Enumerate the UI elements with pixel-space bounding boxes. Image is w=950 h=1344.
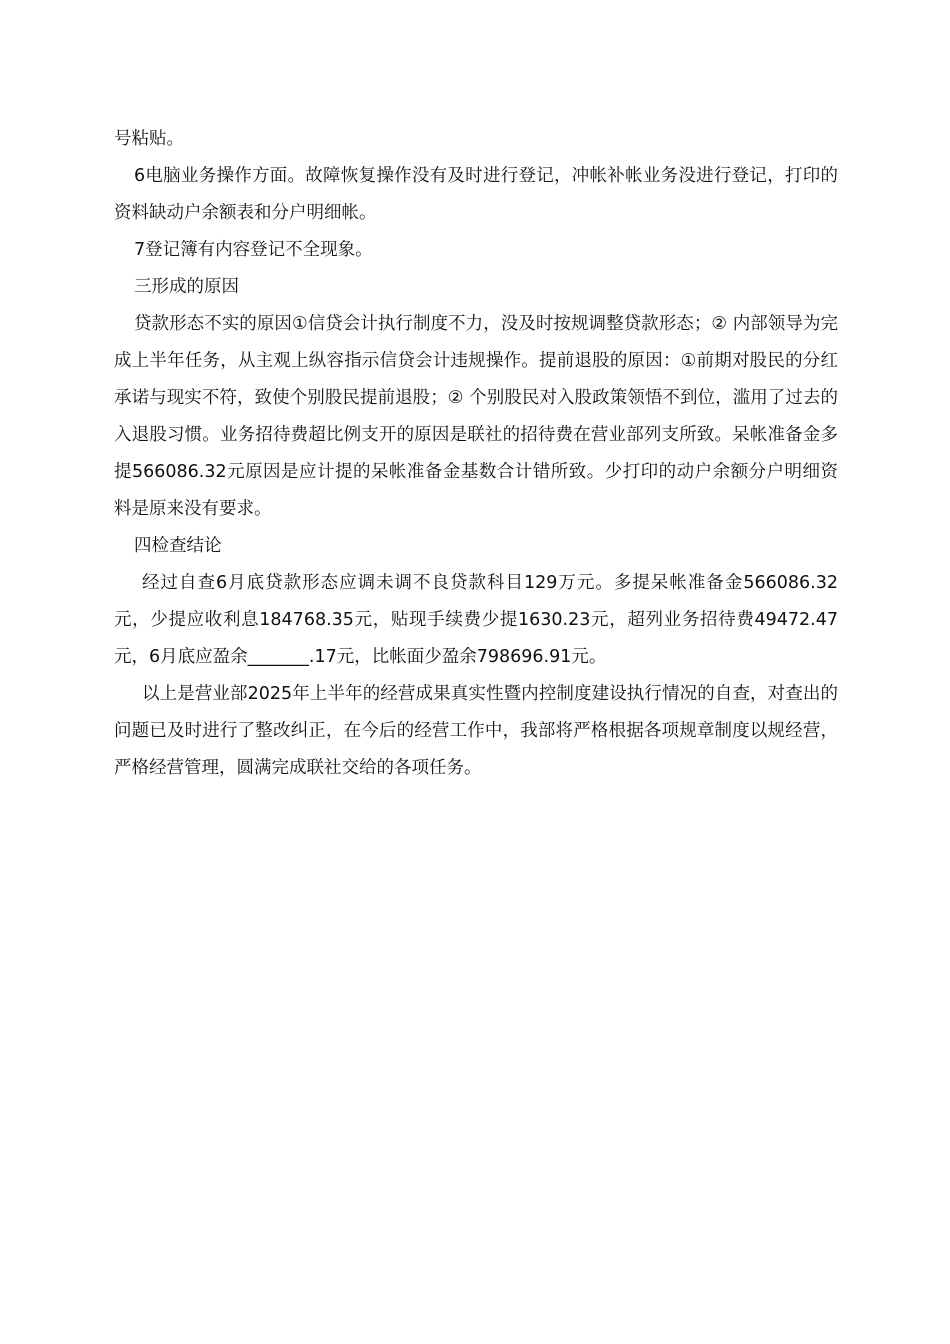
paragraph-item-6: 6电脑业务操作方面。故障恢复操作没有及时进行登记，冲帐补帐业务没进行登记，打印的资料缺动户余额表和分户明细帐。	[114, 166, 838, 223]
section-heading-causes: 三形成的原因	[134, 277, 239, 297]
document-body	[114, 121, 838, 787]
paragraph-item-7: 7登记簿有内容登记不全现象。	[134, 240, 373, 260]
paragraph-conclusion: 经过自查6月底贷款形态应调未调不良贷款科目129万元。多提呆帐准备金566086.32元，少提应收利息184768.35元，贴现手续费少提1630.23元，超列业务招待费49472.47元，6月底应盈余_______.17元，比帐面少盈余798696.91元。	[114, 573, 838, 667]
paragraph-summary: 以上是营业部2025年上半年的经营成果真实性暨内控制度建设执行情况的自查，对查出的问题已及时进行了整改纠正，在今后的经营工作中，我部将严格根据各项规章制度以规经营，严格经营管理，圆满完成联社交给的各项任务。	[114, 684, 838, 778]
paragraph-causes: 贷款形态不实的原因①信贷会计执行制度不力，没及时按规调整贷款形态；② 内部领导为完成上半年任务，从主观上纵容指示信贷会计违规操作。提前退股的原因：①前期对股民的分红承诺与现实不符，致使个别股民提前退股；② 个别股民对入股政策领悟不到位，滥用了过去的入退股习惯。业务招待费超比例支开的原因是联社的招待费在营业部列支所致。呆帐准备金多提566086.32元原因是应计提的呆帐准备金基数合计错所致。少打印的动户余额分户明细资料是原来没有要求。	[114, 314, 838, 519]
section-heading-conclusion: 四检查结论	[134, 536, 222, 556]
paragraph-continuation: 号粘贴。	[114, 129, 184, 149]
